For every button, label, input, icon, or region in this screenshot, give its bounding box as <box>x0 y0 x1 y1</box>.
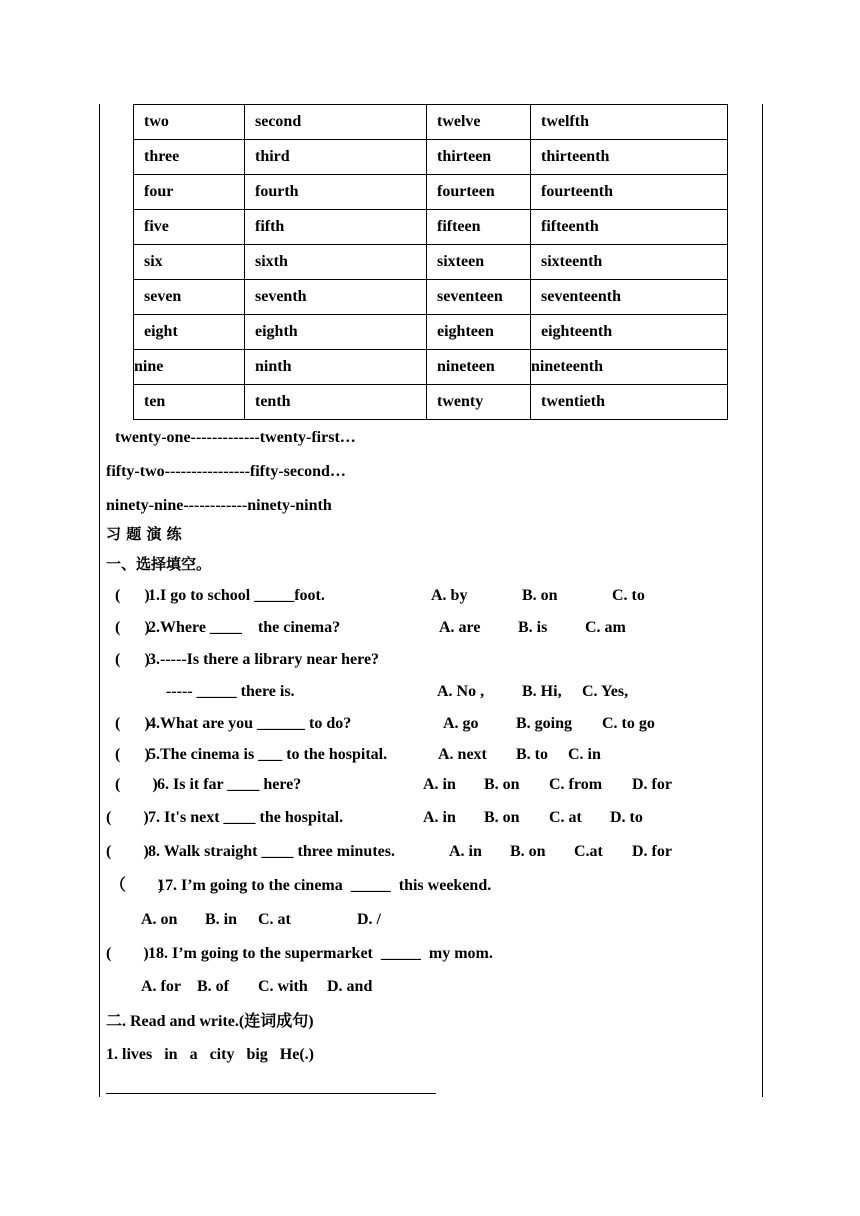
question-stem: 8. Walk straight ____ three minutes. <box>148 843 395 860</box>
answer-blank[interactable]: （ ) <box>110 877 164 894</box>
table-cell: eighth <box>245 315 427 350</box>
table-cell: nineteenth <box>531 350 728 385</box>
question-stem: 1.I go to school _____foot. <box>148 587 325 604</box>
part1-title: 一、选择填空。 <box>106 555 212 573</box>
option-c: C. with <box>258 978 308 995</box>
table-cell: third <box>245 140 427 175</box>
option-a: A. No , <box>437 683 485 700</box>
table-cell: fifth <box>245 210 427 245</box>
answer-blank[interactable]: ( ) <box>115 651 150 668</box>
answer-blank[interactable]: ( ) <box>106 843 149 860</box>
option-c: C. am <box>585 619 626 636</box>
option-b: B. of <box>197 978 229 995</box>
table-cell: four <box>134 175 245 210</box>
table-cell: ten <box>134 385 245 420</box>
option-c: C.at <box>574 843 603 860</box>
table-cell: eighteen <box>427 315 531 350</box>
table-cell: twentieth <box>531 385 728 420</box>
answer-blank[interactable]: ( ) <box>115 715 150 732</box>
answer-blank[interactable]: ( ) <box>115 746 150 763</box>
answer-blank[interactable]: ( ) <box>115 776 158 793</box>
option-a: A. in <box>423 809 456 826</box>
table-cell: twelve <box>427 105 531 140</box>
example-line: fifty-two----------------fifty-second… <box>106 463 346 480</box>
table-row <box>134 175 728 210</box>
option-b: B. on <box>484 776 520 793</box>
option-a: A. on <box>141 911 178 928</box>
table-cell: tenth <box>245 385 427 420</box>
table-row <box>134 210 728 245</box>
option-c: C. from <box>549 776 603 793</box>
table-cell: eight <box>134 315 245 350</box>
option-d: D. and <box>327 978 373 995</box>
answer-line[interactable] <box>106 1093 436 1094</box>
table-cell: six <box>134 245 245 280</box>
table-row <box>134 140 728 175</box>
table-cell: second <box>245 105 427 140</box>
answer-blank[interactable]: ( ) <box>115 619 150 636</box>
table-cell: sixteen <box>427 245 531 280</box>
table-cell: seven <box>134 280 245 315</box>
question-stem-line2: ----- _____ there is. <box>166 683 295 700</box>
option-b: B. to <box>516 746 548 763</box>
answer-blank[interactable]: ( ) <box>106 809 149 826</box>
option-b: B. Hi, <box>522 683 562 700</box>
option-c: C. to <box>612 587 645 604</box>
option-a: A. by <box>431 587 468 604</box>
table-cell: sixteenth <box>531 245 728 280</box>
table-cell: twelfth <box>531 105 728 140</box>
option-d: D. for <box>632 843 672 860</box>
table-cell: thirteenth <box>531 140 728 175</box>
table-cell: thirteen <box>427 140 531 175</box>
section-title: 习 题 演 练 <box>106 525 182 543</box>
question-stem: 2.Where ____ the cinema? <box>148 619 341 636</box>
table-row <box>134 245 728 280</box>
option-c: C. in <box>568 746 601 763</box>
example-line: ninety-nine------------ninety-ninth <box>106 497 332 514</box>
option-d: D. for <box>632 776 672 793</box>
option-a: A. in <box>423 776 456 793</box>
option-c: C. Yes, <box>582 683 629 700</box>
example-line: twenty-one-------------twenty-first… <box>115 429 356 446</box>
option-b: B. on <box>522 587 558 604</box>
option-b: B. in <box>205 911 238 928</box>
table-row <box>134 385 728 420</box>
page-frame-right-border <box>762 104 763 1097</box>
option-d: D. to <box>610 809 643 826</box>
table-cell: eighteenth <box>531 315 728 350</box>
table-row <box>134 280 728 315</box>
table-cell: sixth <box>245 245 427 280</box>
table-cell: five <box>134 210 245 245</box>
option-d: D. / <box>357 911 381 928</box>
option-b: B. on <box>484 809 520 826</box>
question-stem: 18. I’m going to the supermarket _____ my mom. <box>148 945 493 962</box>
answer-blank[interactable]: ( ) <box>115 587 150 604</box>
table-cell: seventh <box>245 280 427 315</box>
option-a: A. in <box>449 843 482 860</box>
option-c: C. at <box>258 911 291 928</box>
option-c: C. to go <box>602 715 655 732</box>
page-frame-left-border <box>99 104 100 1097</box>
question-stem: 7. It's next ____ the hospital. <box>148 809 344 826</box>
table-row <box>134 315 728 350</box>
question-stem: 17. I’m going to the cinema _____ this weekend. <box>157 877 492 894</box>
answer-blank[interactable]: ( ) <box>106 945 149 962</box>
option-c: C. at <box>549 809 582 826</box>
ordinal-numbers-table <box>133 104 728 420</box>
table-cell: twenty <box>427 385 531 420</box>
table-row <box>134 105 728 140</box>
table-cell: two <box>134 105 245 140</box>
table-cell: fifteenth <box>531 210 728 245</box>
option-a: A. are <box>439 619 481 636</box>
table-cell: nineteen <box>427 350 531 385</box>
table-cell: seventeen <box>427 280 531 315</box>
question-stem: 4.What are you ______ to do? <box>148 715 352 732</box>
part2-question: 1. lives in a city big He(.) <box>106 1046 314 1063</box>
option-b: B. going <box>516 715 573 732</box>
table-cell: fifteen <box>427 210 531 245</box>
option-a: A. for <box>141 978 181 995</box>
option-b: B. on <box>510 843 546 860</box>
table-cell: ninth <box>245 350 427 385</box>
table-row <box>134 350 728 385</box>
option-a: A. go <box>443 715 479 732</box>
part2-title: 二. Read and write.(连词成句) <box>106 1013 314 1030</box>
table-cell: nine <box>134 350 245 385</box>
option-b: B. is <box>518 619 548 636</box>
question-stem: 3.-----Is there a library near here? <box>148 651 380 668</box>
table-cell: three <box>134 140 245 175</box>
option-a: A. next <box>438 746 487 763</box>
table-cell: seventeenth <box>531 280 728 315</box>
table-cell: fourteenth <box>531 175 728 210</box>
table-cell: fourteen <box>427 175 531 210</box>
question-stem: 5.The cinema is ___ to the hospital. <box>148 746 388 763</box>
table-cell: fourth <box>245 175 427 210</box>
question-stem: 6. Is it far ____ here? <box>157 776 302 793</box>
